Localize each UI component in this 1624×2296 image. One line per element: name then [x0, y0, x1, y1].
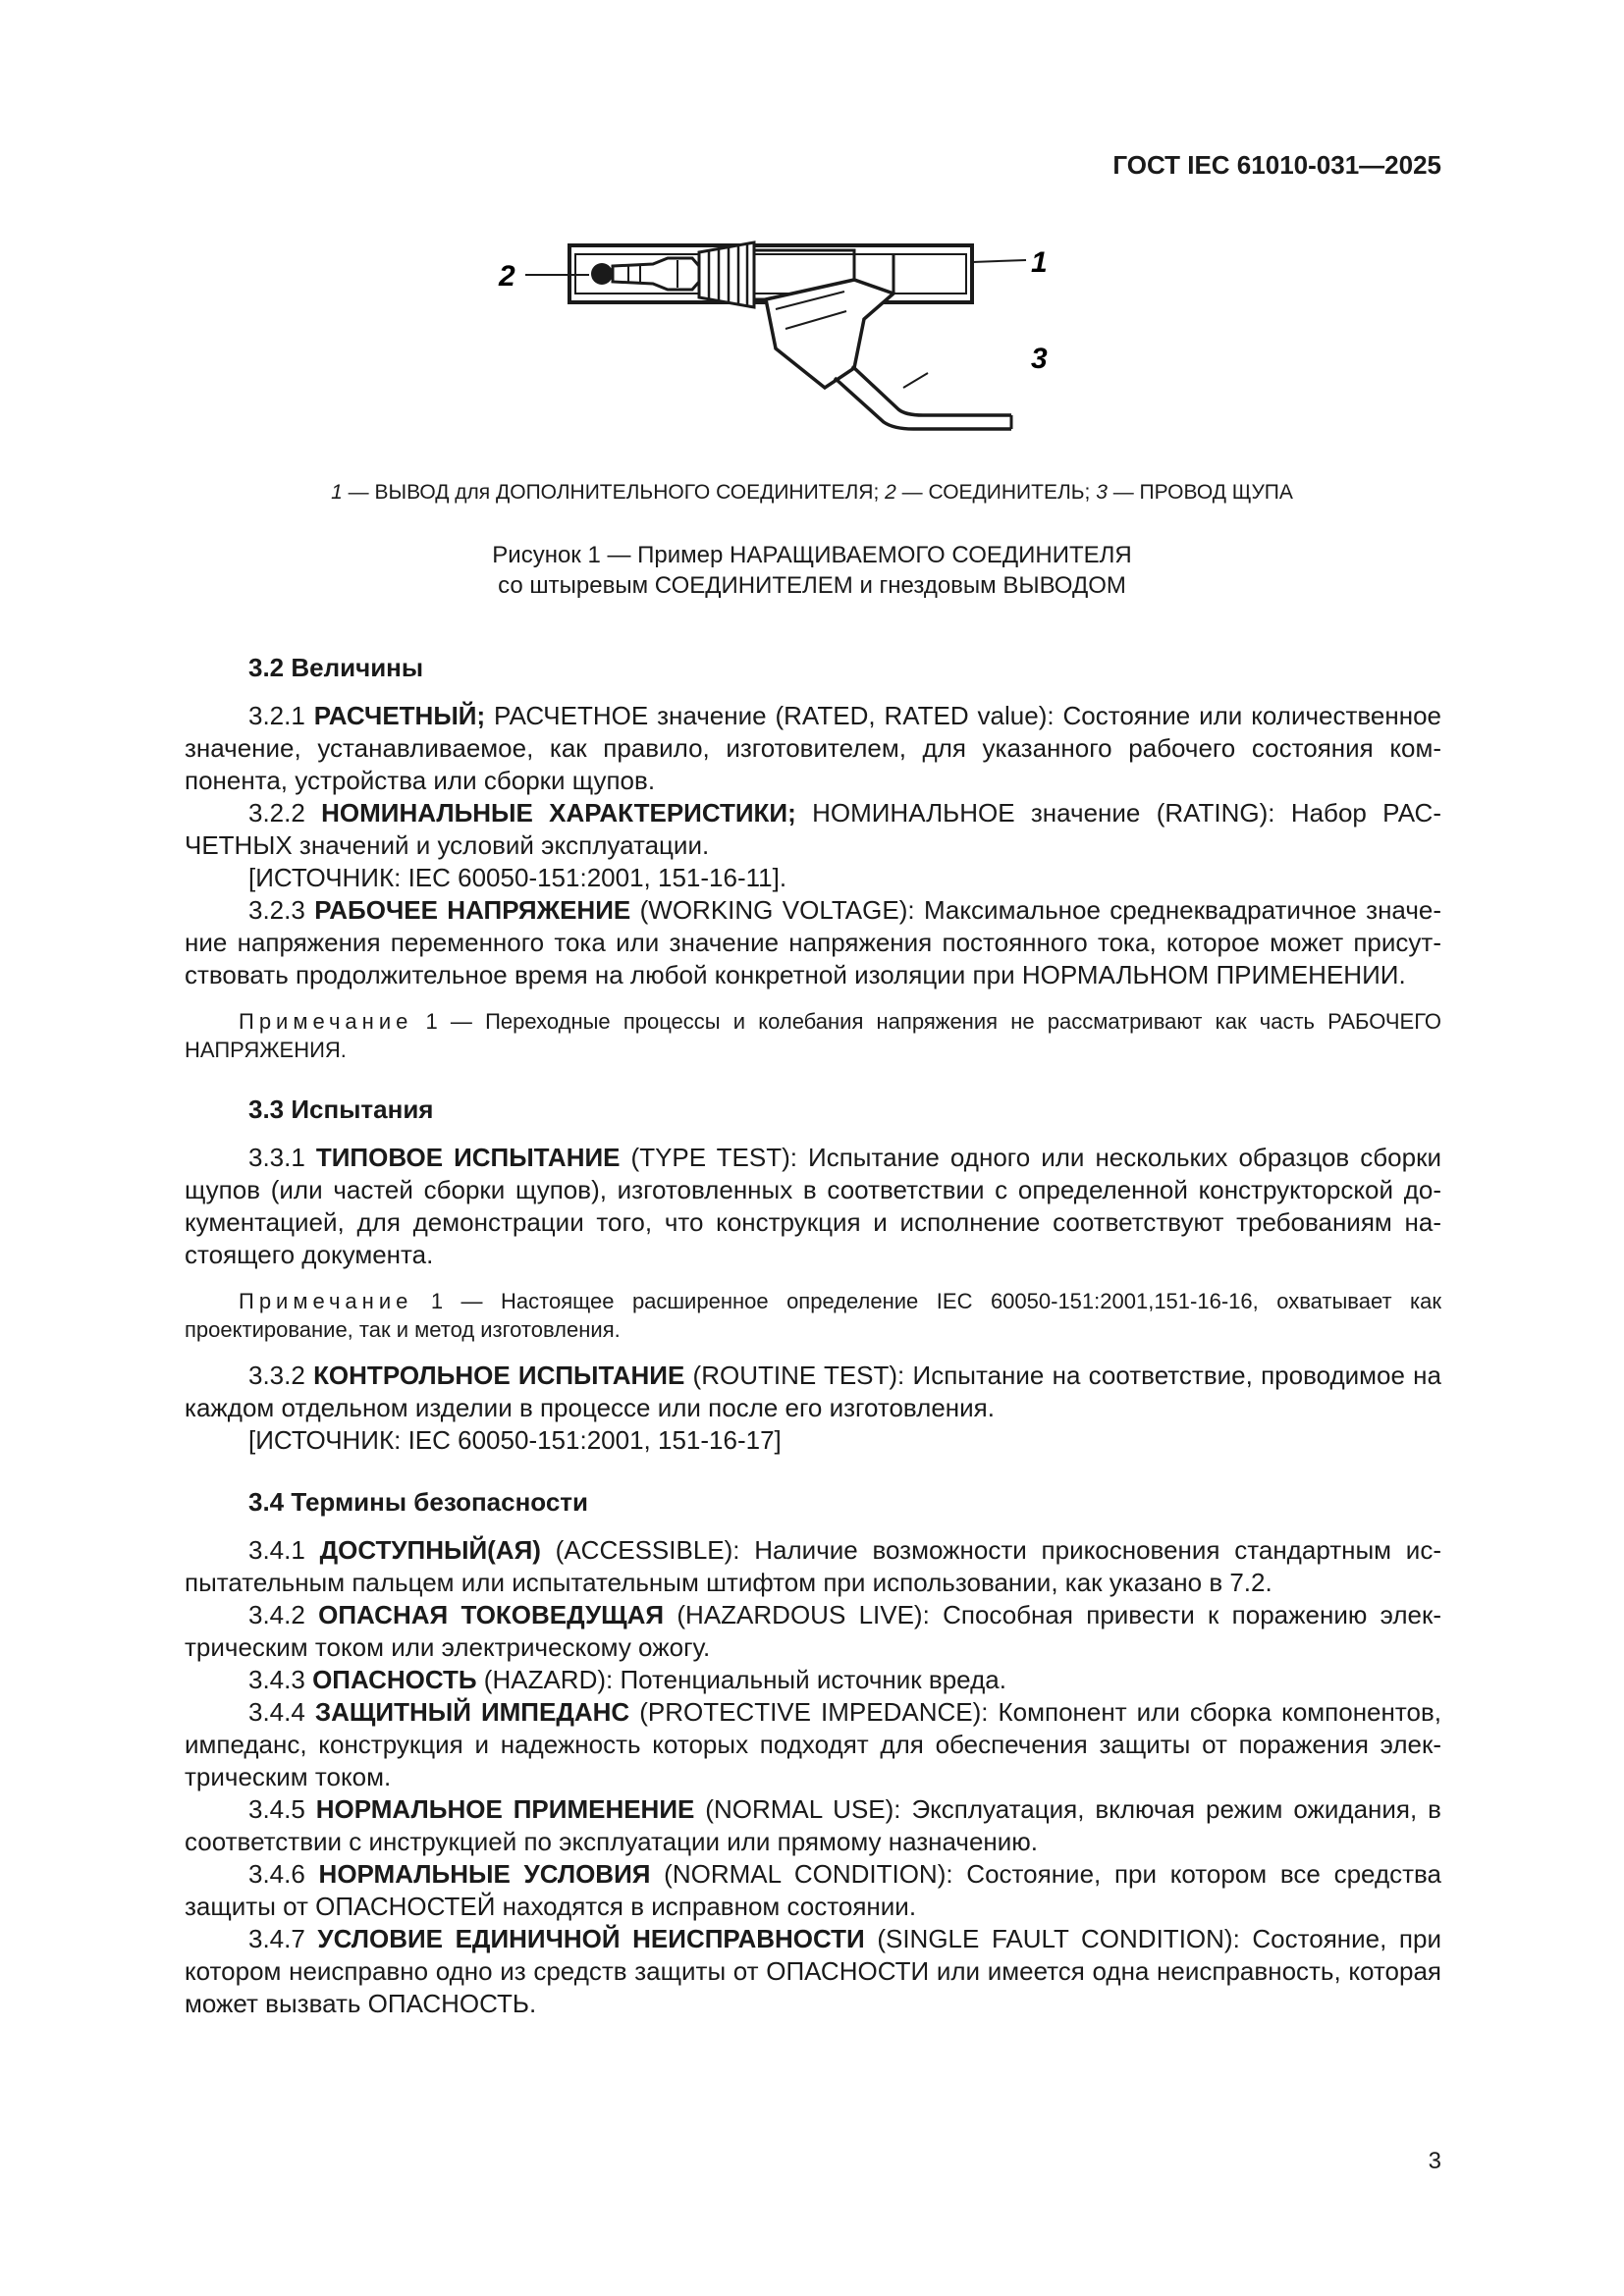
- clause-3-2-3: 3.2.3 РАБОЧЕЕ НАПРЯЖЕНИЕ (WORKING VOLTAGE): Максимальное среднеквадратичное значение напряжения переменного тока или значение напряжения постоянного тока, которое может присутствовать продолжительное время на любой конкретной изоляции при НОРМАЛЬНОМ ПРИМЕНЕНИИ.: [185, 895, 1441, 989]
- connector-drawing: [481, 221, 1090, 456]
- document-code: ГОСТ IEC 61010-031—2025: [1112, 150, 1441, 180]
- source-reference: [ИСТОЧНИК: IEC 60050-151:2001, 151-16-17]: [248, 1425, 782, 1455]
- section-heading-3-3: 3.3 Испытания: [248, 1095, 434, 1124]
- clause-3-4-3: 3.4.3 ОПАСНОСТЬ (HAZARD): Потенциальный источник вреда.: [248, 1665, 1006, 1694]
- clause-3-4-7: 3.4.7 УСЛОВИЕ ЕДИНИЧНОЙ НЕИСПРАВНОСТИ (SINGLE FAULT CONDITION): Состояние, при котором неисправно одно из средств защиты от ОПАСНОСТИ или имеется одна неисправность, которая может вызвать ОПАСНОСТЬ.: [185, 1924, 1441, 2018]
- figure-stackable-connector: [481, 221, 1090, 456]
- note: Примечание 1 — Переходные процессы и колебания напряжения не рассматривают как часть РАБОЧЕГО НАПРЯЖЕНИЯ.: [185, 1009, 1441, 1062]
- probe-lead: [835, 378, 1011, 429]
- callout-2: 2: [499, 260, 515, 293]
- clause-3-4-4: 3.4.4 ЗАЩИТНЫЙ ИМПЕДАНС (PROTECTIVE IMPEDANCE): Компонент или сборка компонентов, импеданс, конструкция и надежность которых подходят для обеспечения защиты от поражения электрическим током.: [185, 1697, 1441, 1791]
- clause-3-2-2: 3.2.2 НОМИНАЛЬНЫЕ ХАРАКТЕРИСТИКИ; НОМИНАЛЬНОЕ значение (RATING): Набор РАСЧЕТНЫХ значений и условий эксплуатации.: [185, 798, 1441, 860]
- connector-grip: [699, 242, 754, 307]
- pin-tip: [591, 263, 613, 285]
- document-body: [185, 652, 1441, 2020]
- clause-3-3-2: 3.3.2 КОНТРОЛЬНОЕ ИСПЫТАНИЕ (ROUTINE TEST): Испытание на соответствие, проводимое на каждом отдельном изделии в процессе или после его изготовления.: [185, 1361, 1442, 1422]
- callout-1: 1: [1031, 246, 1048, 279]
- section-heading-3-2: 3.2 Величины: [248, 653, 424, 682]
- clause-3-4-5: 3.4.5 НОРМАЛЬНОЕ ПРИМЕНЕНИЕ (NORMAL USE): Эксплуатация, включая режим ожидания, в соответствии с инструкцией по эксплуатации или прямому назначению.: [185, 1794, 1441, 1856]
- figure-caption: Рисунок 1 — Пример НАРАЩИВАЕМОГО СОЕДИНИТЕЛЯ со штыревым СОЕДИНИТЕЛЕМ и гнездовым ВЫВОДОМ: [492, 542, 1132, 599]
- clause-3-4-2: 3.4.2 ОПАСНАЯ ТОКОВЕДУЩАЯ (HAZARDOUS LIVE): Способная привести к поражению электрическим током или электрическому ожогу.: [185, 1600, 1442, 1662]
- clause-3-2-1: 3.2.1 РАСЧЕТНЫЙ; РАСЧЕТНОЕ значение (RATED, RATED value): Состояние или количественное значение, устанавливаемое, как правило, изготовителем, для указанного рабочего состояния компонента, устройства или сборки щупов.: [185, 701, 1442, 795]
- section-heading-3-4: 3.4 Термины безопасности: [248, 1487, 589, 1517]
- source-reference: [ИСТОЧНИК: IEC 60050-151:2001, 151-16-11].: [248, 863, 787, 892]
- clause-3-4-1: 3.4.1 ДОСТУПНЫЙ(АЯ) (ACCESSIBLE): Наличие возможности прикосновения стандартным испытательным пальцем или испытательным штифтом при использовании, как указано в 7.2.: [185, 1535, 1441, 1597]
- clause-3-4-6: 3.4.6 НОРМАЛЬНЫЕ УСЛОВИЯ (NORMAL CONDITION): Состояние, при котором все средства защиты от ОПАСНОСТЕЙ находятся в исправном состоянии.: [185, 1859, 1441, 1921]
- figure-legend: 1 — ВЫВОД для ДОПОЛНИТЕЛЬНОГО СОЕДИНИТЕЛЯ; 2 — СОЕДИНИТЕЛЬ; 3 — ПРОВОД ЩУПА: [331, 481, 1293, 504]
- page-number: 3: [1428, 2148, 1441, 2174]
- callout-3: 3: [1031, 343, 1048, 375]
- clause-3-3-1: 3.3.1 ТИПОВОЕ ИСПЫТАНИЕ (TYPE TEST): Испытание одного или нескольких образцов сборки щупов (или частей сборки щупов), изготовленных в соответствии с определенной конструкторской документацией, для демонстрации того, что конструкция и исполнение соответствуют требованиям настоящего документа.: [185, 1143, 1441, 1269]
- note: Примечание 1 — Настоящее расширенное определение IEC 60050-151:2001,151-16-16, охватывает как проектирование, так и метод изготовления.: [185, 1289, 1441, 1342]
